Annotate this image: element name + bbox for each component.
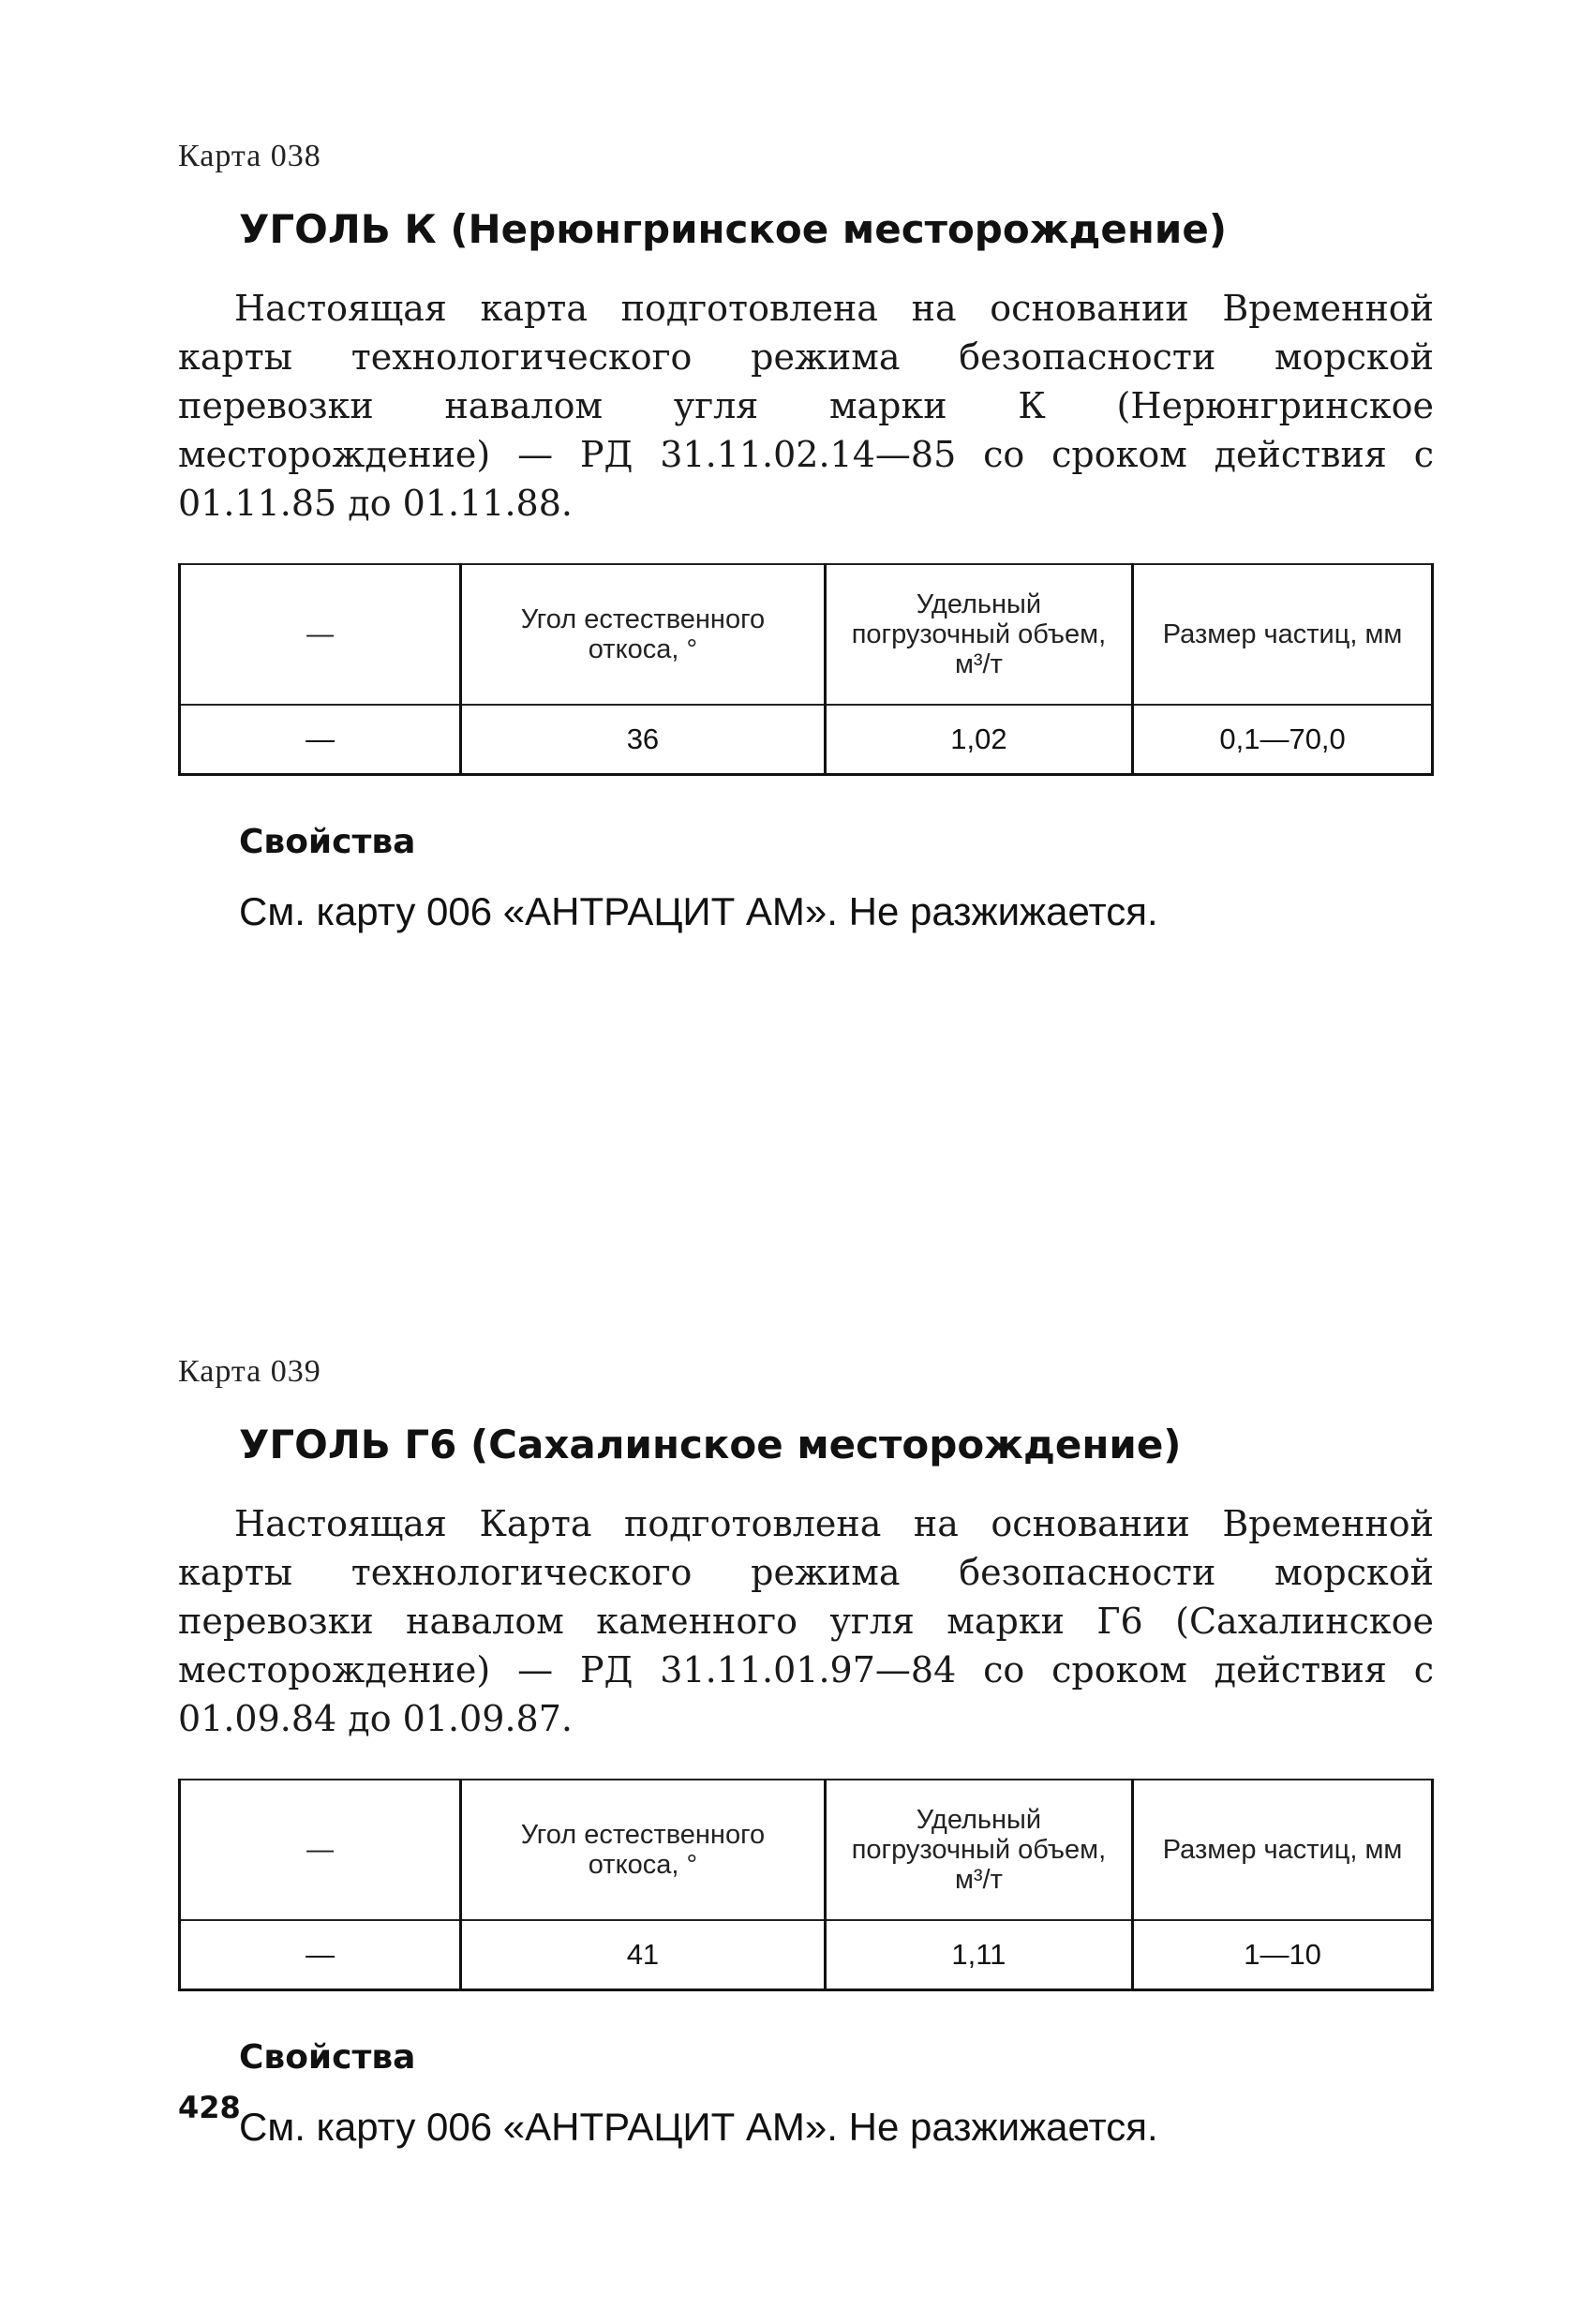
table-row — [180, 1920, 1433, 1990]
card-038 — [178, 139, 1434, 934]
table-cell: 1—10 — [1133, 1920, 1433, 1990]
properties-text: См. карту 006 «АНТРАЦИТ АМ». Не разжижается. — [239, 2105, 1158, 2149]
table-row — [180, 705, 1433, 775]
card-intro: Настоящая Карта подготовлена на основании Временной карты технологического режима безопасности морской перевозки навалом каменного угля марки Г6 (Сахалинское месторождение) — РД 31.11.01.97—84 со сроком действия с 01.09.84 до 01.09.87. — [178, 1503, 1434, 1739]
table-cell: — — [180, 1920, 461, 1990]
header-cell: Размер частиц, мм — [1133, 564, 1433, 705]
table-cell: 1,11 — [825, 1920, 1132, 1990]
properties-table — [178, 563, 1434, 776]
header-cell: — — [180, 564, 461, 705]
header-cell: — — [180, 1780, 461, 1920]
card-title: УГОЛЬ К (Нерюнгринское месторождение) — [239, 206, 1228, 252]
table-cell: 1,02 — [825, 705, 1132, 775]
table-cell: 36 — [461, 705, 825, 775]
header-cell: Угол естественного откоса, ° — [461, 564, 825, 705]
properties-text: См. карту 006 «АНТРАЦИТ АМ». Не разжижается. — [239, 889, 1158, 933]
table-cell: — — [180, 705, 461, 775]
card-label: Карта 039 — [178, 1354, 321, 1389]
table-cell: 0,1—70,0 — [1133, 705, 1433, 775]
properties-table — [178, 1779, 1434, 1991]
page-number: 428 — [178, 2090, 241, 2125]
header-cell: Удельный погрузочный объем, м³/т — [825, 1780, 1132, 1920]
header-cell: Размер частиц, мм — [1133, 1780, 1433, 1920]
properties-heading: Свойства — [239, 823, 416, 861]
table-cell: 41 — [461, 1920, 825, 1990]
card-039 — [178, 1354, 1434, 2150]
properties-heading: Свойства — [239, 2038, 416, 2077]
table-header-row — [180, 564, 1433, 705]
header-cell: Удельный погрузочный объем, м³/т — [825, 564, 1132, 705]
card-intro: Настоящая карта подготовлена на основании Временной карты технологического режима безопасности морской перевозки навалом угля марки К (Нерюнгринское месторождение) — РД 31.11.02.14—85 со сроком действия с 01.11.85 до 01.11.88. — [178, 288, 1434, 524]
card-title: УГОЛЬ Г6 (Сахалинское месторождение) — [239, 1422, 1182, 1467]
card-label: Карта 038 — [178, 139, 321, 173]
header-cell: Угол естественного откоса, ° — [461, 1780, 825, 1920]
table-header-row — [180, 1780, 1433, 1920]
